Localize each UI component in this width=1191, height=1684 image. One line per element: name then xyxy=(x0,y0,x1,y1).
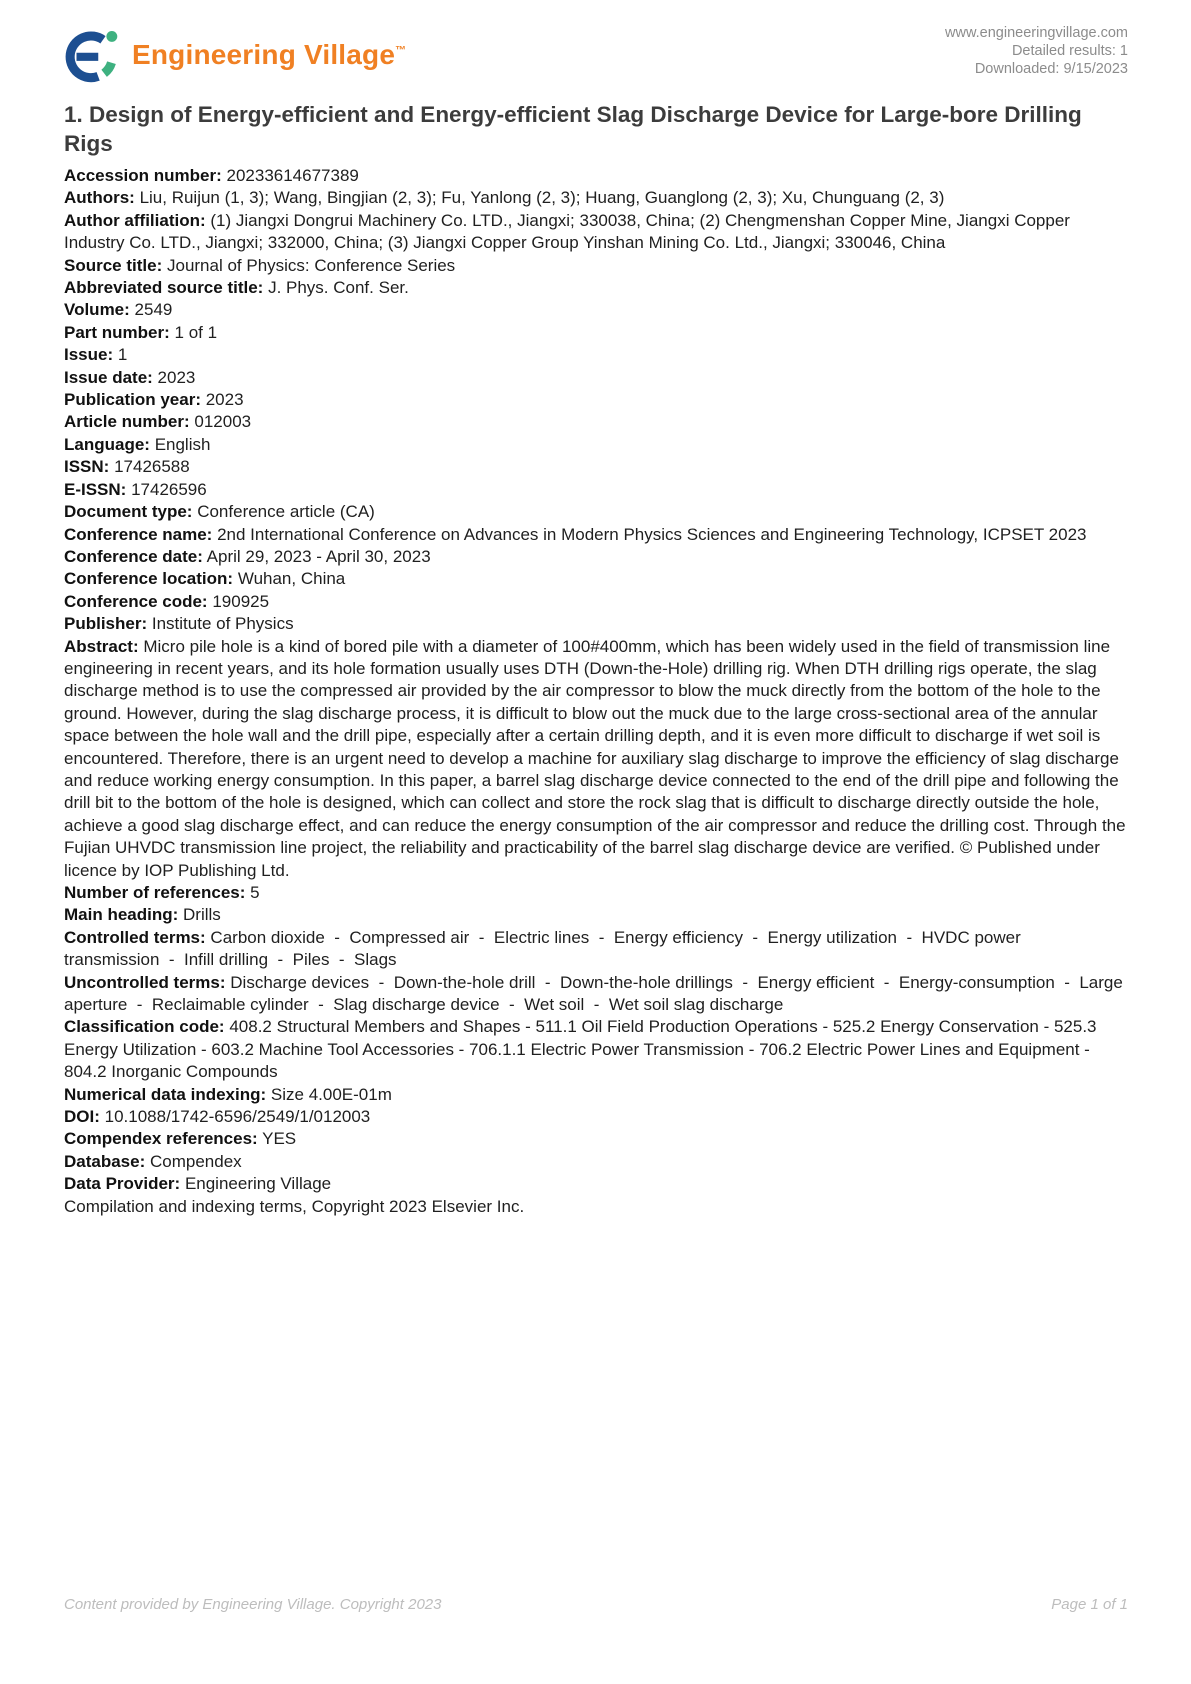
field-value: 20233614677389 xyxy=(226,166,359,185)
field-value: Institute of Physics xyxy=(151,614,294,634)
field-label: Issue date: xyxy=(64,367,153,387)
record-field xyxy=(64,546,1130,568)
record-field xyxy=(64,1084,1130,1106)
ei-logo-icon xyxy=(62,26,120,84)
field-label: Author affiliation: xyxy=(64,210,206,230)
field-label: Document type: xyxy=(64,502,193,522)
field-label: Authors: xyxy=(64,188,135,208)
record-field xyxy=(64,411,1130,433)
record-field xyxy=(64,591,1130,613)
record-field xyxy=(64,1173,1130,1195)
field-value: Micro pile hole is a kind of bored pile with a diameter of 100#400mm, which has been widely used in the field of transmission line engineering in recent years, and its hole formation usually uses DTH (Down-the-Hole) drilling rig. When DTH drilling rigs operate, the slag discharge method is to use the compressed air provided by the air compressor to blow the muck directly from the bottom of the hole to the ground. However, during the slag discharge process, it is difficult to blow out the muck due to the large cross-sectional area of the annular space between the hole wall and the drill pipe, especially after a certain drilling depth, and it is even more difficult to discharge if wet soil is encountered. Therefore, there is an urgent need to develop a machine for auxiliary slag discharge to improve the efficiency of slag discharge and reduce working energy consumption. In this paper, a barrel slag discharge device connected to the end of the drill pipe and following the drill bit to the bottom of the hole is designed, which can collect and store the rock slag that is difficult to discharge directly outside the hole, achieve a good slag discharge effect, and can reduce the energy consumption of the air compressor and reduce the drilling cost. Through the Fujian UHVDC transmission line project, the reliability and practicability of the barrel slag discharge device are verified. © Published under licence by IOP Publishing Ltd. xyxy=(64,636,1126,880)
field-label: Part number: xyxy=(64,322,170,342)
record-field xyxy=(64,479,1130,501)
field-label: Article number: xyxy=(64,412,190,432)
field-value: Journal of Physics: Conference Series xyxy=(166,255,456,275)
field-label: ISSN: xyxy=(64,457,110,477)
field-label: Conference name: xyxy=(64,524,213,544)
field-value: 5 xyxy=(250,883,260,902)
logo-brand-text: Engineering Village™ xyxy=(132,39,407,70)
record-field xyxy=(64,524,1130,546)
record-field xyxy=(64,187,1130,209)
engineering-village-logo xyxy=(62,26,406,84)
field-value: 190925 xyxy=(212,591,270,611)
record-field xyxy=(64,165,1130,187)
header-meta-results: Detailed results: 1 xyxy=(1011,43,1128,59)
bibliographic-record xyxy=(64,100,1130,1218)
field-value: 2549 xyxy=(134,300,173,320)
record-field xyxy=(64,277,1130,299)
field-value: J. Phys. Conf. Ser. xyxy=(268,278,409,298)
field-value: Engineering Village xyxy=(184,1174,332,1194)
field-label: Publication year: xyxy=(64,390,201,410)
field-label: Volume: xyxy=(64,300,130,320)
field-value: Compendex xyxy=(150,1151,242,1171)
field-label: Publisher: xyxy=(64,614,148,634)
record-field xyxy=(64,1151,1130,1173)
field-label: Source title: xyxy=(64,255,163,275)
field-label: Data Provider: xyxy=(64,1174,181,1194)
field-value: 2023 xyxy=(205,390,244,410)
record-title: 1. Design of Energy-efficient and Energy-efficient Slag Discharge Device for Large-bore Drilling Rigs xyxy=(64,102,1082,156)
field-value: 17426588 xyxy=(114,457,190,477)
field-value: 408.2 Structural Members and Shapes - 511.1 Oil Field Production Operations - 525.2 Energy Conservation - 525.3 Energy Utilization - 603.2 Machine Tool Accessories - 706.1.1 Electric Power Transmission - 706.2 Electric Power Lines and Equipment - 804.2 Inorganic Compounds xyxy=(64,1017,1097,1082)
footer-copyright: Content provided by Engineering Village. Copyright 2023 xyxy=(64,1596,442,1613)
field-label: DOI: xyxy=(64,1107,100,1127)
field-label: Abbreviated source title: xyxy=(64,278,264,298)
trademark-symbol: ™ xyxy=(395,44,407,57)
record-field xyxy=(64,501,1130,523)
field-label: Compendex references: xyxy=(64,1129,258,1149)
field-value: Discharge devices - Down-the-hole drill - Down-the-hole drillings - Energy efficient - Energy-consumption - Large aperture - Reclaimable cylinder - Slag discharge device - Wet soil - Wet soil slag discharge xyxy=(64,972,1123,1015)
record-field xyxy=(64,367,1130,389)
field-label: Accession number: xyxy=(64,166,222,185)
record-field xyxy=(64,210,1130,255)
field-label: Conference code: xyxy=(64,591,208,611)
record-fields xyxy=(64,165,1130,1218)
field-value: 2023 xyxy=(157,367,196,387)
record-field xyxy=(64,1196,1130,1218)
record-field xyxy=(64,322,1130,344)
record-field xyxy=(64,299,1130,321)
field-value: 1 xyxy=(117,345,128,365)
field-value: YES xyxy=(262,1129,297,1149)
field-label: Main heading: xyxy=(64,905,179,925)
field-value: English xyxy=(154,434,211,454)
field-label: Issue: xyxy=(64,345,114,365)
field-label: Number of references: xyxy=(64,883,246,902)
field-value: 2nd International Conference on Advances in Modern Physics Sciences and Engineering Technology, ICPSET 2023 xyxy=(217,524,1087,544)
field-value: Size 4.00E-01m xyxy=(270,1084,392,1104)
field-value: Conference article (CA) xyxy=(197,502,375,522)
field-value: Carbon dioxide - Compressed air - Electric lines - Energy efficiency - Energy utilization - HVDC power transmission - Infill drilling - Piles - Slags xyxy=(64,927,1021,970)
header-meta-url: www.engineeringvillage.com xyxy=(945,25,1128,41)
record-field xyxy=(64,255,1130,277)
field-label: Controlled terms: xyxy=(64,927,206,947)
record-field xyxy=(64,456,1130,478)
field-value: Liu, Ruijun (1, 3); Wang, Bingjian (2, 3); Fu, Yanlong (2, 3); Huang, Guanglong (2, 3); Xu, Chunguang (2, 3) xyxy=(139,188,945,208)
record-field xyxy=(64,927,1130,972)
header-meta-downloaded: Downloaded: 9/15/2023 xyxy=(974,61,1128,77)
field-value: Drills xyxy=(183,905,221,925)
record-field xyxy=(64,568,1130,590)
record-field xyxy=(64,636,1130,882)
field-value: (1) Jiangxi Dongrui Machinery Co. LTD., Jiangxi; 330038, China; (2) Chengmenshan Copper Mine, Jiangxi Copper Industry Co. LTD., Jiangxi; 332000, China; (3) Jiangxi Copper Group Yinshan Mining Co. Ltd., Jiangxi; 330046, China xyxy=(64,210,1070,253)
field-label: Uncontrolled terms: xyxy=(64,972,226,992)
field-label: Conference date: xyxy=(64,546,203,566)
field-value: 17426596 xyxy=(131,479,207,499)
field-value: Wuhan, China xyxy=(237,569,346,589)
record-field xyxy=(64,904,1130,926)
field-label: E-ISSN: xyxy=(64,479,127,499)
field-label: Conference location: xyxy=(64,569,234,589)
record-field xyxy=(64,1106,1130,1128)
record-field xyxy=(64,972,1130,1017)
record-field xyxy=(64,344,1130,366)
field-value: 10.1088/1742-6596/2549/1/012003 xyxy=(104,1107,371,1127)
record-field xyxy=(64,613,1130,635)
field-label: Abstract: xyxy=(64,636,139,656)
record-field xyxy=(64,882,1130,904)
record-field xyxy=(64,434,1130,456)
field-value: 012003 xyxy=(194,412,252,432)
field-label: Database: xyxy=(64,1151,146,1171)
header-meta xyxy=(945,24,1128,78)
field-label: Language: xyxy=(64,434,150,454)
page-footer xyxy=(64,1596,1128,1613)
field-value: April 29, 2023 - April 30, 2023 xyxy=(206,546,431,566)
field-value: Compilation and indexing terms, Copyright 2023 Elsevier Inc. xyxy=(64,1196,525,1216)
footer-page-number: Page 1 of 1 xyxy=(1051,1596,1128,1613)
field-label: Numerical data indexing: xyxy=(64,1084,267,1104)
record-field xyxy=(64,1128,1130,1150)
record-field xyxy=(64,1016,1130,1083)
field-value: 1 of 1 xyxy=(174,322,218,342)
record-field xyxy=(64,389,1130,411)
field-label: Classification code: xyxy=(64,1017,225,1037)
